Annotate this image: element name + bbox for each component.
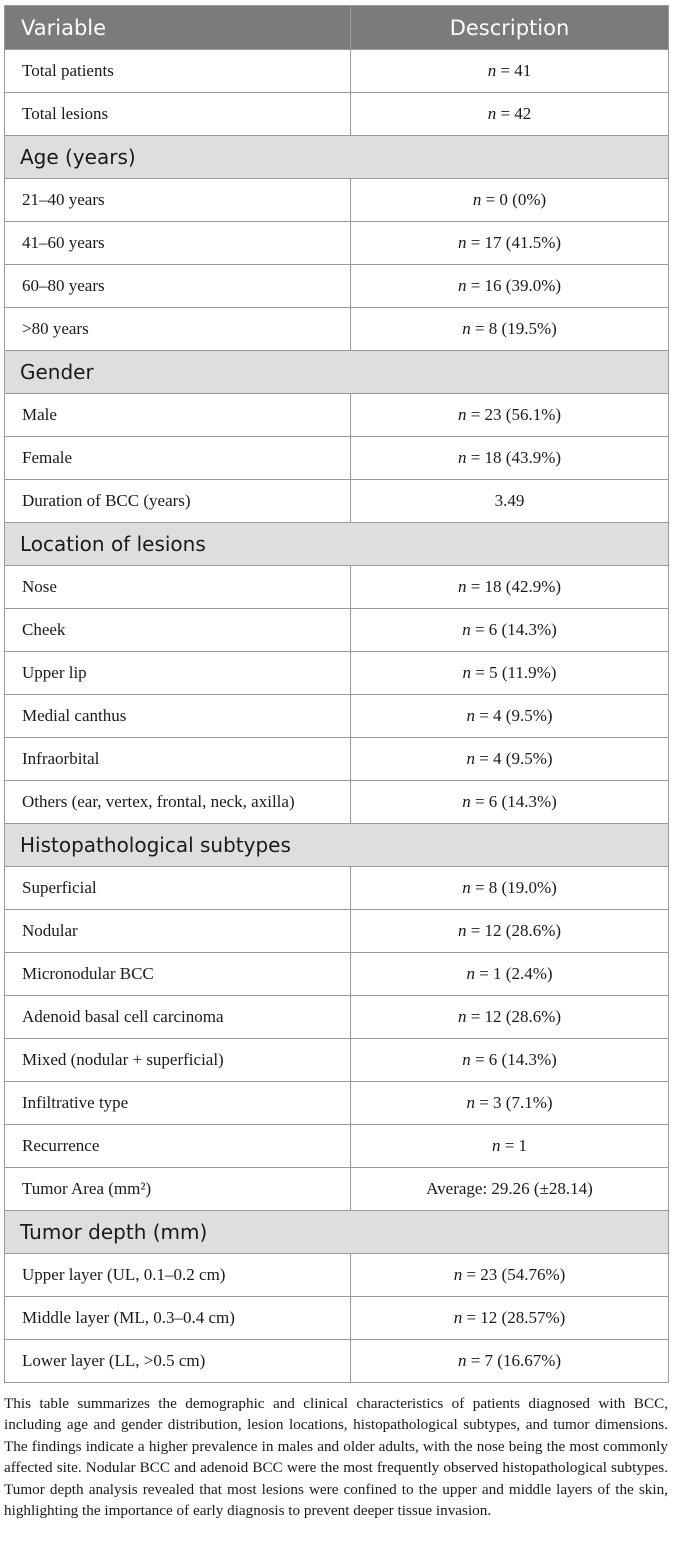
description-value: = 18 (42.9%) bbox=[466, 577, 562, 596]
table-row bbox=[5, 1039, 669, 1082]
variable-cell: 41–60 years bbox=[5, 222, 351, 265]
count-symbol: n bbox=[487, 104, 497, 123]
description-cell bbox=[351, 222, 669, 265]
description-cell bbox=[351, 1297, 669, 1340]
description-value: = 0 (0%) bbox=[481, 190, 547, 209]
variable-cell: Upper layer (UL, 0.1–0.2 cm) bbox=[5, 1254, 351, 1297]
section-header-row bbox=[5, 1211, 669, 1254]
table-row bbox=[5, 695, 669, 738]
description-cell bbox=[351, 50, 669, 93]
count-symbol: n bbox=[491, 1136, 501, 1155]
count-symbol: n bbox=[457, 448, 467, 467]
description-value: = 23 (56.1%) bbox=[466, 405, 562, 424]
description-value: = 18 (43.9%) bbox=[466, 448, 562, 467]
section-label: Age (years) bbox=[5, 136, 669, 179]
variable-cell: Upper lip bbox=[5, 652, 351, 695]
table-footnote: This table summarizes the demographic and clinical characteristics of patients diagnosed with BCC, including age and gender distribution, lesion locations, histopathological subtypes, and tumor dimensions. The findings indicate a higher prevalence in males and older adults, with the nose being the most commonly affected site. Nodular BCC and adenoid BCC were the most frequently observed histopathological subtypes. Tumor depth analysis revealed that most lesions were confined to the upper and middle layers of the skin, highlighting the importance of early diagnosis to prevent deeper tissue invasion. bbox=[4, 1395, 668, 1520]
table-row bbox=[5, 996, 669, 1039]
table-row bbox=[5, 394, 669, 437]
description-cell bbox=[351, 437, 669, 480]
count-symbol: n bbox=[462, 319, 471, 338]
variable-cell: Duration of BCC (years) bbox=[5, 480, 351, 523]
variable-cell: Superficial bbox=[5, 867, 351, 910]
count-symbol: n bbox=[453, 1265, 463, 1284]
variable-cell: Medial canthus bbox=[5, 695, 351, 738]
count-symbol: n bbox=[453, 1308, 463, 1327]
variable-cell: 60–80 years bbox=[5, 265, 351, 308]
description-value: = 4 (9.5%) bbox=[474, 706, 553, 725]
table-row bbox=[5, 1125, 669, 1168]
description-cell bbox=[351, 265, 669, 308]
variable-cell: >80 years bbox=[5, 308, 351, 351]
table-row bbox=[5, 1082, 669, 1125]
table-header-row bbox=[5, 6, 669, 50]
description-cell bbox=[351, 910, 669, 953]
table-row bbox=[5, 910, 669, 953]
variable-cell: Tumor Area (mm²) bbox=[5, 1168, 351, 1211]
description-value: = 1 bbox=[500, 1136, 528, 1155]
description-cell bbox=[351, 695, 669, 738]
description-cell bbox=[351, 93, 669, 136]
header-description: Description bbox=[351, 6, 669, 50]
description-cell bbox=[351, 652, 669, 695]
variable-cell: Nodular bbox=[5, 910, 351, 953]
description-value: Average: 29.26 (±28.14) bbox=[426, 1179, 593, 1198]
table-row bbox=[5, 953, 669, 996]
table-row bbox=[5, 609, 669, 652]
table-row bbox=[5, 179, 669, 222]
table-row bbox=[5, 652, 669, 695]
table-row bbox=[5, 93, 669, 136]
description-cell bbox=[351, 1168, 669, 1211]
description-cell bbox=[351, 1340, 669, 1383]
description-value: = 6 (14.3%) bbox=[470, 1050, 557, 1069]
section-label: Histopathological subtypes bbox=[5, 824, 669, 867]
description-cell bbox=[351, 179, 669, 222]
description-value: = 16 (39.0%) bbox=[466, 276, 562, 295]
description-value: = 1 (2.4%) bbox=[474, 964, 553, 983]
description-value: = 6 (14.3%) bbox=[470, 620, 557, 639]
description-cell bbox=[351, 308, 669, 351]
table-row bbox=[5, 1340, 669, 1383]
description-cell bbox=[351, 867, 669, 910]
table-row bbox=[5, 265, 669, 308]
count-symbol: n bbox=[487, 61, 497, 80]
section-label: Tumor depth (mm) bbox=[5, 1211, 669, 1254]
variable-cell: Cheek bbox=[5, 609, 351, 652]
table-body bbox=[5, 50, 669, 1383]
description-cell bbox=[351, 566, 669, 609]
table-row bbox=[5, 480, 669, 523]
count-symbol: n bbox=[457, 276, 467, 295]
description-cell bbox=[351, 953, 669, 996]
description-value: = 12 (28.6%) bbox=[466, 1007, 562, 1026]
variable-cell: Infiltrative type bbox=[5, 1082, 351, 1125]
description-value: = 8 (19.5%) bbox=[470, 319, 557, 338]
table-row bbox=[5, 867, 669, 910]
variable-cell: Mixed (nodular + superficial) bbox=[5, 1039, 351, 1082]
table-row bbox=[5, 1297, 669, 1340]
description-cell bbox=[351, 609, 669, 652]
count-symbol: n bbox=[466, 1093, 475, 1112]
section-header-row bbox=[5, 523, 669, 566]
header-variable: Variable bbox=[5, 6, 351, 50]
section-header-row bbox=[5, 351, 669, 394]
section-label: Gender bbox=[5, 351, 669, 394]
description-value: = 3 (7.1%) bbox=[474, 1093, 553, 1112]
description-value: = 41 bbox=[496, 61, 532, 80]
variable-cell: Total patients bbox=[5, 50, 351, 93]
description-value: 3.49 bbox=[494, 491, 525, 510]
count-symbol: n bbox=[466, 749, 475, 768]
variable-cell: Recurrence bbox=[5, 1125, 351, 1168]
description-cell bbox=[351, 1125, 669, 1168]
description-value: = 17 (41.5%) bbox=[466, 233, 562, 252]
variable-cell: Adenoid basal cell carcinoma bbox=[5, 996, 351, 1039]
variable-cell: Micronodular BCC bbox=[5, 953, 351, 996]
variable-cell: Female bbox=[5, 437, 351, 480]
variable-cell: Middle layer (ML, 0.3–0.4 cm) bbox=[5, 1297, 351, 1340]
count-symbol: n bbox=[457, 1007, 467, 1026]
table-row bbox=[5, 50, 669, 93]
description-cell bbox=[351, 781, 669, 824]
description-cell bbox=[351, 1254, 669, 1297]
count-symbol: n bbox=[462, 663, 472, 682]
section-label: Location of lesions bbox=[5, 523, 669, 566]
description-value: = 5 (11.9%) bbox=[471, 663, 557, 682]
description-cell bbox=[351, 480, 669, 523]
table-row bbox=[5, 566, 669, 609]
count-symbol: n bbox=[457, 577, 467, 596]
description-value: = 6 (14.3%) bbox=[470, 792, 557, 811]
count-symbol: n bbox=[466, 706, 475, 725]
description-value: = 42 bbox=[496, 104, 532, 123]
characteristics-table-wrapper bbox=[4, 5, 668, 1383]
count-symbol: n bbox=[462, 792, 471, 811]
count-symbol: n bbox=[462, 620, 471, 639]
table-row bbox=[5, 1254, 669, 1297]
description-cell bbox=[351, 996, 669, 1039]
variable-cell: Lower layer (LL, >0.5 cm) bbox=[5, 1340, 351, 1383]
count-symbol: n bbox=[457, 233, 467, 252]
characteristics-table bbox=[4, 5, 669, 1383]
description-value: = 12 (28.57%) bbox=[462, 1308, 566, 1327]
section-header-row bbox=[5, 824, 669, 867]
description-value: = 4 (9.5%) bbox=[474, 749, 553, 768]
description-cell bbox=[351, 394, 669, 437]
table-row bbox=[5, 437, 669, 480]
variable-cell: Infraorbital bbox=[5, 738, 351, 781]
description-value: = 7 (16.67%) bbox=[466, 1351, 562, 1370]
description-value: = 12 (28.6%) bbox=[466, 921, 562, 940]
variable-cell: Others (ear, vertex, frontal, neck, axilla) bbox=[5, 781, 351, 824]
description-value: = 23 (54.76%) bbox=[462, 1265, 566, 1284]
description-cell bbox=[351, 1039, 669, 1082]
description-cell bbox=[351, 738, 669, 781]
count-symbol: n bbox=[472, 190, 482, 209]
variable-cell: 21–40 years bbox=[5, 179, 351, 222]
variable-cell: Male bbox=[5, 394, 351, 437]
count-symbol: n bbox=[462, 878, 471, 897]
table-row bbox=[5, 738, 669, 781]
table-row bbox=[5, 308, 669, 351]
count-symbol: n bbox=[457, 921, 467, 940]
description-cell bbox=[351, 1082, 669, 1125]
count-symbol: n bbox=[462, 1050, 471, 1069]
count-symbol: n bbox=[457, 1351, 467, 1370]
table-row bbox=[5, 1168, 669, 1211]
table-row bbox=[5, 222, 669, 265]
table-row bbox=[5, 781, 669, 824]
count-symbol: n bbox=[457, 405, 467, 424]
count-symbol: n bbox=[466, 964, 475, 983]
variable-cell: Nose bbox=[5, 566, 351, 609]
section-header-row bbox=[5, 136, 669, 179]
description-value: = 8 (19.0%) bbox=[470, 878, 557, 897]
variable-cell: Total lesions bbox=[5, 93, 351, 136]
